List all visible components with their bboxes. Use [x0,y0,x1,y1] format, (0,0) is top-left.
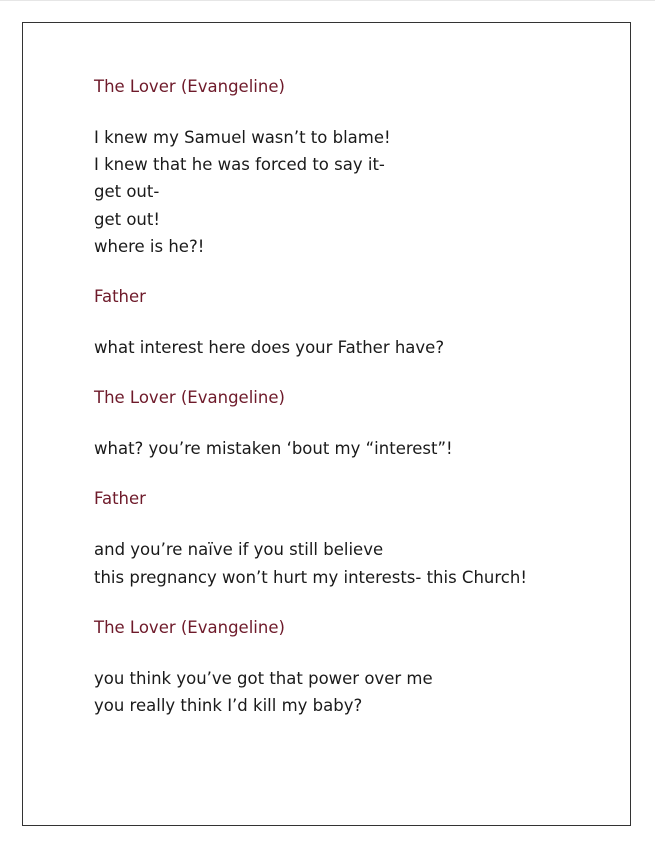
speaker-name: Father [94,489,146,509]
dialogue-block [94,665,614,719]
top-divider [0,0,655,1]
dialogue-line: where is he?! [94,236,205,256]
script-body [94,76,614,745]
script-entry [94,286,614,361]
dialogue-line: this pregnancy won’t hurt my interests- this Church! [94,567,527,587]
script-entry [94,488,614,590]
document-page [22,22,631,826]
dialogue-line: what? you’re mistaken ‘bout my “interest”! [94,439,453,459]
dialogue-line: you really think I’d kill my baby? [94,696,363,716]
dialogue-block [94,124,614,260]
script-entry [94,617,614,719]
dialogue-block [94,435,614,462]
dialogue-line: and you’re naïve if you still believe [94,540,384,560]
dialogue-line: I knew that he was forced to say it- [94,155,385,175]
dialogue-line: what interest here does your Father have? [94,338,445,358]
dialogue-line: get out! [94,209,160,229]
dialogue-line: I knew my Samuel wasn’t to blame! [94,128,391,147]
script-entry [94,387,614,462]
script-entry [94,76,614,260]
speaker-name: The Lover (Evangeline) [94,77,285,96]
dialogue-line: get out- [94,182,160,202]
dialogue-block [94,334,614,361]
speaker-name: The Lover (Evangeline) [94,388,285,408]
speaker-name: The Lover (Evangeline) [94,617,285,637]
dialogue-block [94,536,614,590]
dialogue-line: you think you’ve got that power over me [94,668,433,688]
speaker-name: Father [94,287,146,307]
